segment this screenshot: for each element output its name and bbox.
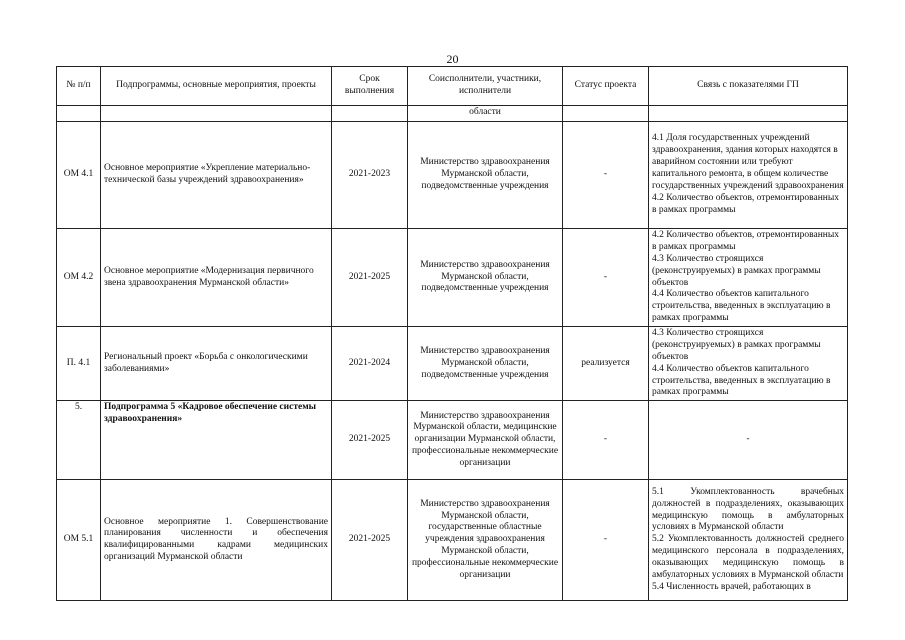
cell-num: ОМ 5.1 xyxy=(57,480,101,601)
cell-executors: Министерство здравоохранения Мурманской области, государственные областные учреждения здравоохранения Мурманской области, профессиональные некоммерческие организации xyxy=(408,480,563,601)
continuation-row xyxy=(57,106,848,122)
program-table xyxy=(56,66,848,601)
indicator-text: 4.2 Количество объектов, отремонтированных в рамках программы xyxy=(652,192,840,215)
cell-status: - xyxy=(563,480,649,601)
cell-links xyxy=(649,122,848,229)
cell-links xyxy=(649,106,848,122)
table-header-row xyxy=(57,67,848,106)
cell-executors: Министерство здравоохранения Мурманской области, подведомственные учреждения xyxy=(408,122,563,229)
cell-executors: Министерство здравоохранения Мурманской области, медицинские организации Мурманской области, профессиональные некоммерческие организации xyxy=(408,401,563,480)
cell-num: 5. xyxy=(57,401,101,480)
cell-name: Подпрограмма 5 «Кадровое обеспечение системы здравоохранения» xyxy=(101,401,332,480)
cell-status: реализуется xyxy=(563,327,649,401)
indicator-text: 4.4 Количество объектов капитального строительства, введенных в эксплуатацию в рамках программы xyxy=(652,289,831,324)
cell-num xyxy=(57,106,101,122)
cell-links xyxy=(649,327,848,401)
header-executors: Соисполнители, участники, исполнители xyxy=(408,67,563,106)
indicator-text: 5.1 Укомплектованность врачебных должностей в подразделениях, оказывающих медицинскую помощь в амбулаторных условиях в Мурманской области xyxy=(652,486,844,533)
table-row xyxy=(57,327,848,401)
cell-status: - xyxy=(563,229,649,327)
cell-status: - xyxy=(563,122,649,229)
cell-name: Региональный проект «Борьба с онкологическими заболеваниями» xyxy=(101,327,332,401)
cell-term xyxy=(332,106,408,122)
cell-name: Основное мероприятие «Модернизация первичного звена здравоохранения Мурманской области» xyxy=(101,229,332,327)
header-links: Связь с показателями ГП xyxy=(649,67,848,106)
cell-term: 2021-2025 xyxy=(332,401,408,480)
cell-term: 2021-2023 xyxy=(332,122,408,229)
indicator-text: 5.4 Численность врачей, работающих в xyxy=(652,581,811,592)
cell-links xyxy=(649,229,848,327)
table-row xyxy=(57,229,848,327)
cell-num: П. 4.1 xyxy=(57,327,101,401)
cell-status: - xyxy=(563,401,649,480)
header-num: № п/п xyxy=(57,67,101,106)
cell-num: ОМ 4.2 xyxy=(57,229,101,327)
indicator-text: 4.3 Количество строящихся (реконструируемых) в рамках программы объектов xyxy=(652,328,821,362)
cell-links xyxy=(649,480,848,601)
cell-executors: области xyxy=(408,106,563,122)
table-row xyxy=(57,122,848,229)
indicator-text: 4.2 Количество объектов, отремонтированных в рамках программы xyxy=(652,230,840,252)
cell-num: ОМ 4.1 xyxy=(57,122,101,229)
cell-executors: Министерство здравоохранения Мурманской области, подведомственные учреждения xyxy=(408,327,563,401)
cell-status xyxy=(563,106,649,122)
table-row xyxy=(57,480,848,601)
cell-term: 2021-2025 xyxy=(332,229,408,327)
cell-executors: Министерство здравоохранения Мурманской области, подведомственные учреждения xyxy=(408,229,563,327)
cell-term: 2021-2025 xyxy=(332,480,408,601)
header-term: Срок выполнения xyxy=(332,67,408,106)
cell-name xyxy=(101,106,332,122)
indicator-text: 4.3 Количество строящихся (реконструируемых) в рамках программы объектов xyxy=(652,253,821,288)
table-row xyxy=(57,401,848,480)
cell-term: 2021-2024 xyxy=(332,327,408,401)
cell-links: - xyxy=(649,401,848,480)
page-number: 20 xyxy=(446,52,459,66)
indicator-text: 5.2 Укомплектованность должностей среднего медицинского персонала в подразделениях, оказывающих медицинскую помощь в амбулаторных условиях в Мурманской области xyxy=(652,534,844,580)
indicator-text: 4.4 Количество объектов капитального строительства, введенных в эксплуатацию в рамках программы xyxy=(652,363,831,398)
indicator-text: 4.1 Доля государственных учреждений здравоохранения, здания которых находятся в аварийном состоянии или требуют капитального ремонта, в общем количестве государственных учреждений здравоохранения xyxy=(652,133,844,191)
cell-name: Основное мероприятие 1. Совершенствование планирования численности и обеспечения квалифицированными кадрами медицинских организаций Мурманской области xyxy=(101,480,332,601)
header-name: Подпрограммы, основные мероприятия, проекты xyxy=(101,67,332,106)
cell-name: Основное мероприятие «Укрепление материально-технической базы учреждений здравоохранения» xyxy=(101,122,332,229)
header-status: Статус проекта xyxy=(563,67,649,106)
